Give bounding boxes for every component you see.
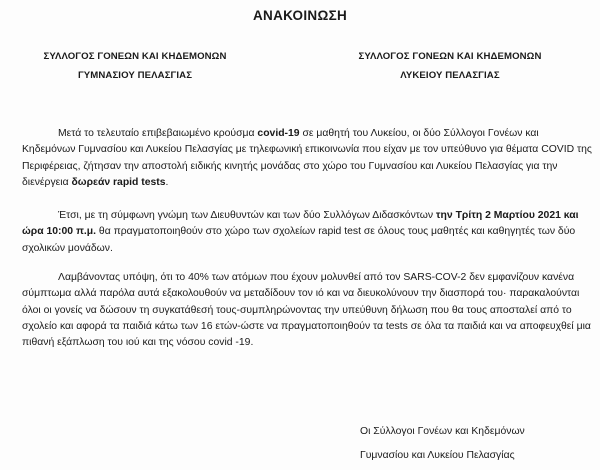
left-association-line2: ΓΥΜΝΑΣΙΟΥ ΠΕΛΑΣΓΙΑΣ <box>77 70 193 81</box>
paragraph1-bold-end: δωρεάν rapid tests <box>71 176 166 188</box>
paragraph1-part1: Μετά το τελευταίο επιβεβαιωμένο κρούσμα <box>58 128 258 139</box>
paragraph2-part1: Έτσι, με τη σύμφωνη γνώμη των Διευθυντών και των δύο Συλλόγων Διδασκόντων <box>58 210 436 221</box>
paragraph1-part2: σε μαθητή του Λυκείου, οι δύο Σύλλογοι Γονέων και Κηδεμόνων Γυμνασίου και Λυκείου Πελασγίας με τηλεφωνική επικοινωνία που είχαν με τον υπεύθυνο για θέματα COVID της Περιφέρειας, ζήτησαν την αποστολή ειδικής κινητής μονάδας στο χώρο του Γυμνασίου και Λυκείου Πελασγίας για την διενέργεια <box>22 128 592 188</box>
document-title: ΑΝΑΚΟΙΝΩΣΗ <box>252 8 348 23</box>
left-association-header <box>35 47 235 85</box>
paragraph1-covid: covid-19 <box>257 128 300 139</box>
right-association-header <box>350 47 550 85</box>
signature-line2: Γυμνασίου και Λυκείου Πελασγίας <box>360 450 515 461</box>
paragraph2-part2: θα πραγματοποιηθούν στο χώρο των σχολείων rapid test σε όλους τους μαθητές και καθηγητές των δύο σχολικών μονάδων. <box>22 226 576 254</box>
right-association-line1: ΣΥΛΛΟΓΟΣ ΓΟΝΕΩΝ ΚΑΙ ΚΗΔΕΜΟΝΩΝ <box>358 51 542 62</box>
signature-line1: Οι Σύλλογοι Γονέων και Κηδεμόνων <box>360 426 525 437</box>
paragraph1-end: . <box>165 176 169 188</box>
paragraph-schedule <box>22 208 592 257</box>
right-association-line2: ΛΥΚΕΙΟΥ ΠΕΛΑΣΓΙΑΣ <box>400 70 500 81</box>
paragraph-announcement <box>22 126 592 191</box>
paragraph-consent <box>22 270 592 351</box>
left-association-line1: ΣΥΛΛΟΓΟΣ ΓΟΝΕΩΝ ΚΑΙ ΚΗΔΕΜΟΝΩΝ <box>43 51 227 62</box>
paragraph2-date: την Τρίτη 2 Μαρτίου 2021 και ώρα 10:00 π.μ. <box>22 210 579 238</box>
paragraph3-text: Λαμβάνοντας υπόψη, ότι το 40% των ατόμων που έχουν μολυνθεί από τον SARS-COV-2 δεν εμφανίζουν κανένα σύμπτωμα αλλά παρόλα αυτά εξακολουθούν να μεταδίδουν τον ιό και να διευκολύνουν την διασπορά του· παρακαλούνται όλοι οι γονείς να δώσουν τη συγκατάθεσή τους-συμπληρώνοντας την υπεύθυνη δήλωση που θα τους αποσταλεί από το σχολείο και αφορά τα παιδιά κάτω των 16 ετών-ώστε να πραγματοποιηθούν τα tests σε όλα τα παιδιά και να αποφευχθεί μια πιθανή εξάπλωση του ιού και της νόσου covid -19. <box>22 272 591 349</box>
